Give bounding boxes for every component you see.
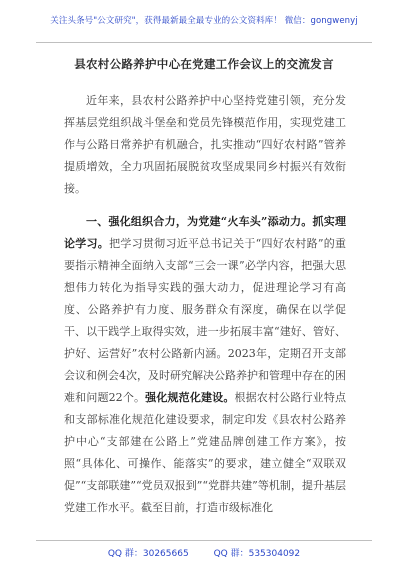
intro-paragraph: 近年来，县农村公路养护中心坚持党建引领，充分发挥基层党组织战斗堡垒和党员先锋模范作用，实现党建工作与公路日常养护有机融合，扎实推动“四好农村路”管养提质增效，全力巩固拓展脱贫攻坚成果同乡村振兴有效衔接。 (64, 94, 346, 195)
footer-qq-group-2: QQ 群：535304092 (213, 549, 301, 559)
document-title: 县农村公路养护中心在党建工作会议上的交流发言 (74, 57, 334, 71)
header-divider (36, 42, 372, 43)
subheading-standardization: 强化规范化建设。 (145, 391, 235, 404)
section-paragraph (64, 211, 346, 519)
footer-divider (36, 540, 372, 541)
theory-study-text: 把学习贯彻习近平总书记关于“四好农村路”的重要指示精神全面纳入支部“三会一课”必学内容，把强大思想伟力转化为指导实践的强大动力，促进理论学习有高度、公路养护有力度、服务群众有深度，确保在以学促干、以干践学上取得实效，进一步拓展丰富“建好、管好、护好、运营好”农村公路新内涵。2023年，定期召开支部会议和例会4次，及时研究解决公路养护和管理中存在的困难和问题22个。 (64, 237, 347, 404)
subheading-theory-study: 抓实理论学习。 (64, 215, 347, 250)
footer-qq-group-1: QQ 群：30265665 (107, 549, 189, 559)
section-heading: 一、强化组织合力，为党建“火车头”添动力。 (86, 215, 313, 228)
header-banner: 关注头条号"公文研究"，获得最新最全最专业的公文资料库！ 微信：gongwenyj (50, 16, 358, 26)
standardization-text: 根据农村公路行业特点和支部标准化规范化建设要求，制定印发《县农村公路养护中心“支部建在公路上”党建品牌创建工作方案》，按照“具体化、可操作、能落实”的要求，建立健全“双联双促”“支部联建”“党员双报到”“党群共建”等机制，提升基层党建工作水平。截至目前，打造市级标准化 (64, 391, 347, 514)
footer (0, 546, 408, 559)
